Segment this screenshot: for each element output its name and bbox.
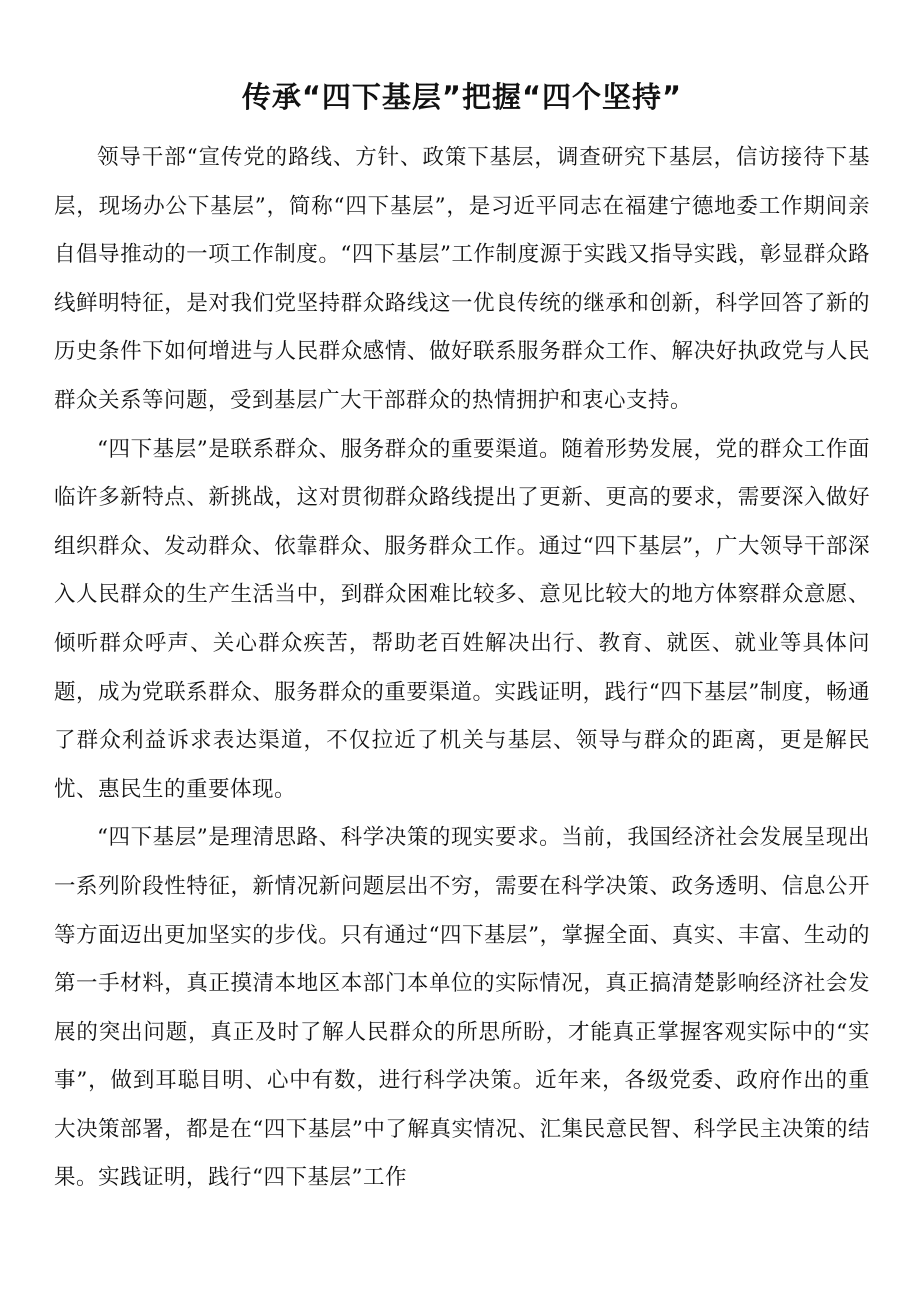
paragraph-1: 领导干部“宣传党的路线、方针、政策下基层，调查研究下基层，信访接待下基层，现场办公下基层”，简称“四下基层”，是习近平同志在福建宁德地委工作期间亲自倡导推动的一项工作制度。“四下基层”工作制度源于实践又指导实践，彰显群众路线鲜明特征，是对我们党坚持群众路线这一优良传统的继承和创新，科学回答了新的历史条件下如何增进与人民群众感情、做好联系服务群众工作、解决好执政党与人民群众关系等问题，受到基层广大干部群众的热情拥护和衷心支持。 — [54, 145, 870, 413]
paragraph-3: “四下基层”是理清思路、科学决策的现实要求。当前，我国经济社会发展呈现出一系列阶段性特征，新情况新问题层出不穷，需要在科学决策、政务透明、信息公开等方面迈出更加坚实的步伐。只有通过“四下基层”，掌握全面、真实、丰富、生动的第一手材料，真正摸清本地区本部门本单位的实际情况，真正搞清楚影响经济社会发展的突出问题，真正及时了解人民群众的所思所盼，才能真正掌握客观实际中的“实事”，做到耳聪目明、心中有数，进行科学决策。近年来，各级党委、政府作出的重大决策部署，都是在“四下基层”中了解真实情况、汇集民意民智、科学民主决策的结果。实践证明，践行“四下基层”工作 — [54, 825, 870, 1191]
document-title: 传承“四下基层”把握“四个坚持” — [241, 80, 683, 114]
paragraph-2: “四下基层”是联系群众、服务群众的重要渠道。随着形势发展，党的群众工作面临许多新特点、新挑战，这对贯彻群众路线提出了更新、更高的要求，需要深入做好组织群众、发动群众、依靠群众、服务群众工作。通过“四下基层”，广大领导干部深入人民群众的生产生活当中，到群众困难比较多、意见比较大的地方体察群众意愿、倾听群众呼声、关心群众疾苦，帮助老百姓解决出行、教育、就医、就业等具体问题，成为党联系群众、服务群众的重要渠道。实践证明，践行“四下基层”制度，畅通了群众利益诉求表达渠道，不仅拉近了机关与基层、领导与群众的距离，更是解民忧、惠民生的重要体现。 — [54, 436, 870, 802]
